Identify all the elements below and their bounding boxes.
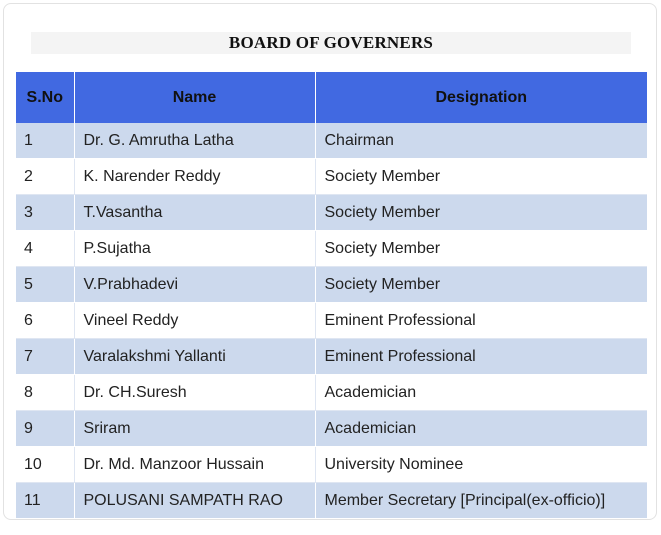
cell-sno: 6 <box>16 303 74 339</box>
cell-sno: 4 <box>16 231 74 267</box>
board-of-governors-table <box>16 72 647 519</box>
cell-designation: Eminent Professional <box>315 339 647 375</box>
cell-designation: Society Member <box>315 267 647 303</box>
cell-name: Varalakshmi Yallanti <box>74 339 315 375</box>
cell-sno: 8 <box>16 375 74 411</box>
cell-designation: Academician <box>315 411 647 447</box>
cell-name: P.Sujatha <box>74 231 315 267</box>
table-row <box>16 123 647 159</box>
cell-sno: 1 <box>16 123 74 159</box>
table-header-row <box>16 72 647 123</box>
cell-sno: 7 <box>16 339 74 375</box>
cell-name: V.Prabhadevi <box>74 267 315 303</box>
table-row <box>16 411 647 447</box>
cell-sno: 3 <box>16 195 74 231</box>
cell-name: Dr. CH.Suresh <box>74 375 315 411</box>
cell-designation: Society Member <box>315 195 647 231</box>
cell-designation: Academician <box>315 375 647 411</box>
cell-designation: Member Secretary [Principal(ex-officio)] <box>315 483 647 519</box>
table-row <box>16 447 647 483</box>
table-row <box>16 375 647 411</box>
page-title: BOARD OF GOVERNERS <box>31 32 631 54</box>
column-header-sno: S.No <box>16 72 74 123</box>
cell-name: K. Narender Reddy <box>74 159 315 195</box>
cell-name: Sriram <box>74 411 315 447</box>
table-row <box>16 159 647 195</box>
table-row <box>16 303 647 339</box>
cell-designation: Society Member <box>315 231 647 267</box>
cell-designation: Society Member <box>315 159 647 195</box>
cell-name: Dr. Md. Manzoor Hussain <box>74 447 315 483</box>
cell-sno: 2 <box>16 159 74 195</box>
cell-sno: 10 <box>16 447 74 483</box>
table-row <box>16 231 647 267</box>
table-row <box>16 195 647 231</box>
cell-designation: University Nominee <box>315 447 647 483</box>
table-row <box>16 483 647 519</box>
table-row <box>16 339 647 375</box>
table-row <box>16 267 647 303</box>
cell-name: Vineel Reddy <box>74 303 315 339</box>
column-header-designation: Designation <box>315 72 647 123</box>
cell-designation: Eminent Professional <box>315 303 647 339</box>
cell-name: Dr. G. Amrutha Latha <box>74 123 315 159</box>
cell-designation: Chairman <box>315 123 647 159</box>
cell-name: T.Vasantha <box>74 195 315 231</box>
cell-name: POLUSANI SAMPATH RAO <box>74 483 315 519</box>
cell-sno: 9 <box>16 411 74 447</box>
column-header-name: Name <box>74 72 315 123</box>
cell-sno: 11 <box>16 483 74 519</box>
cell-sno: 5 <box>16 267 74 303</box>
